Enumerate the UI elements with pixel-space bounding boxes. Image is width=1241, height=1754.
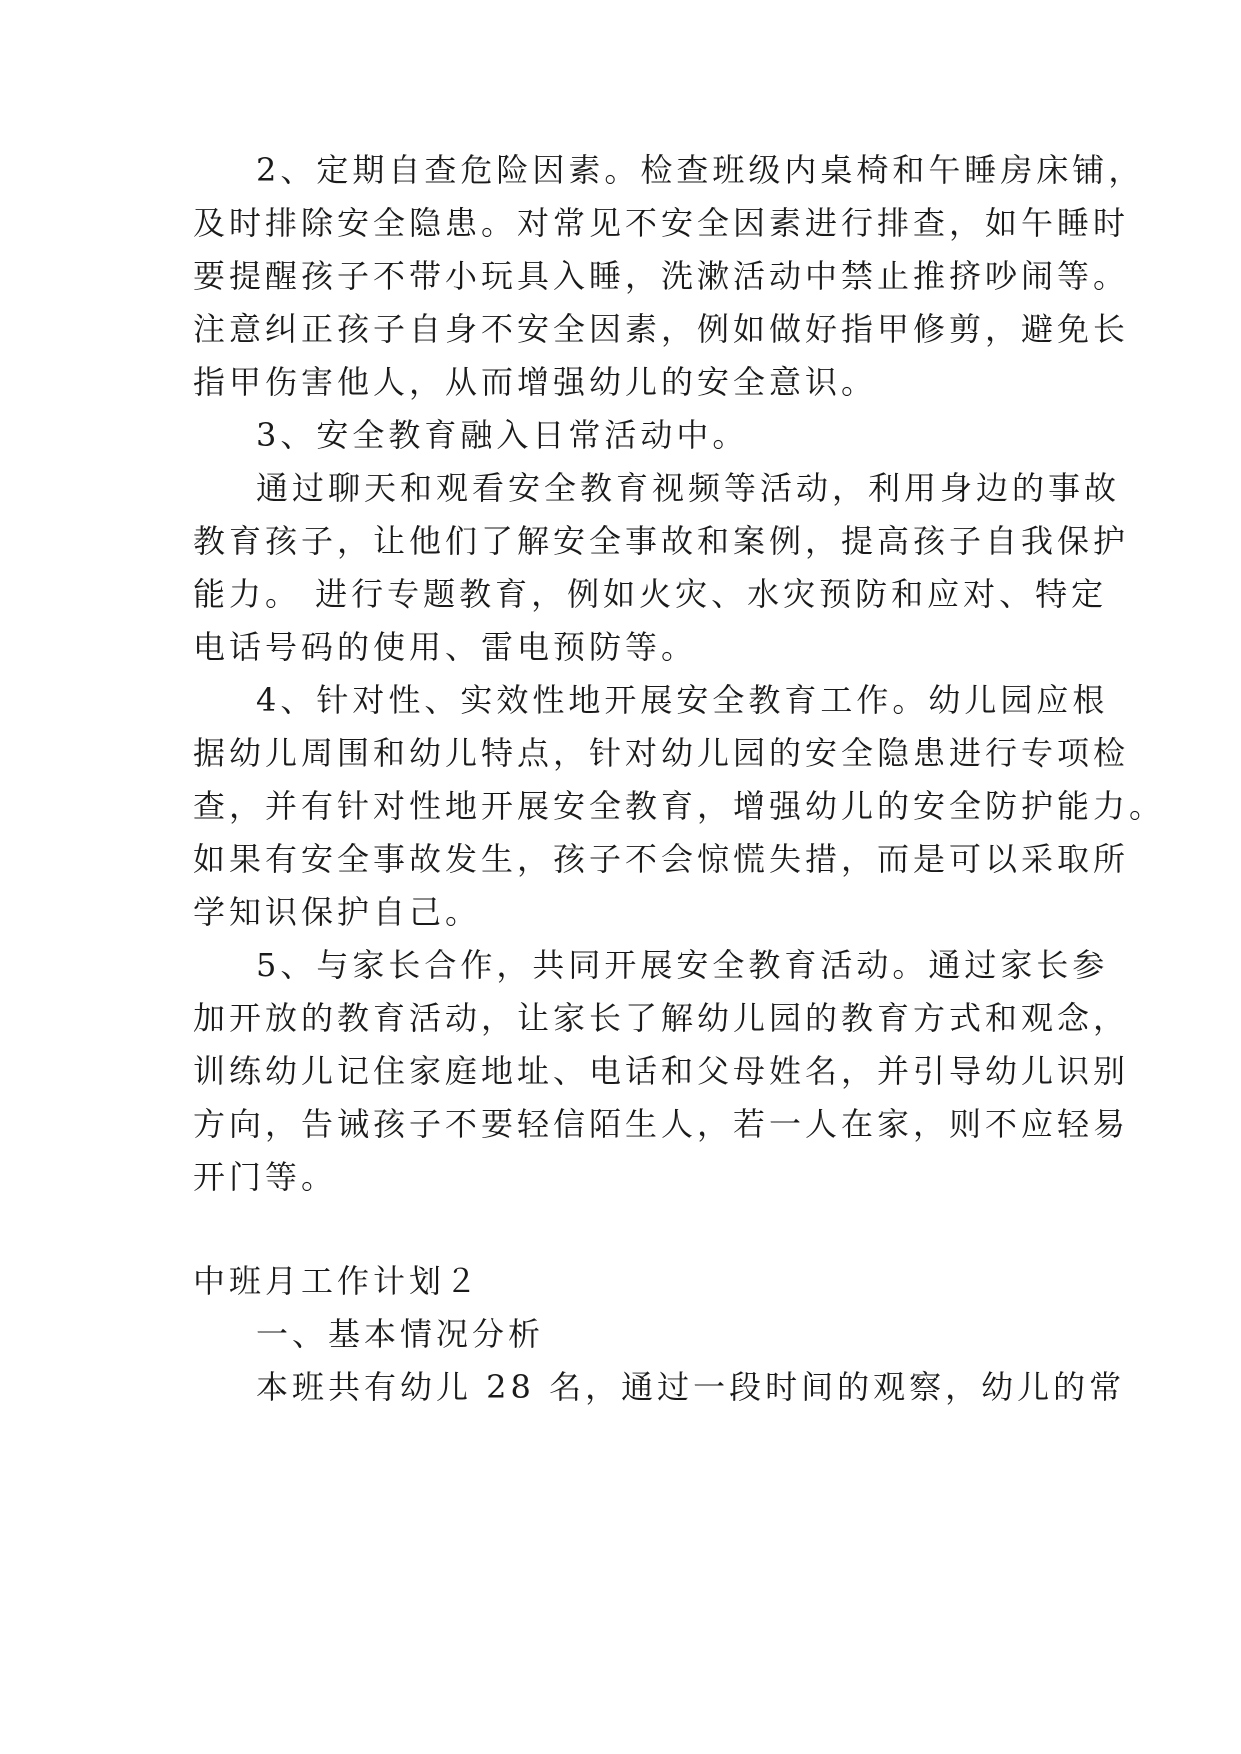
- paragraph-line: 2、定期自查危险因素。检查班级内桌椅和午睡房床铺，: [256, 151, 1145, 189]
- paragraph-line: 开门等。: [193, 1158, 338, 1196]
- paragraph-line: 要提醒孩子不带小玩具入睡，洗漱活动中禁止推挤吵闹等。: [193, 257, 1130, 295]
- paragraph-line: 本班共有幼儿 28 名，通过一段时间的观察，幼儿的常: [256, 1368, 1126, 1406]
- paragraph-line: 如果有安全事故发生，孩子不会惊慌失措，而是可以采取所: [193, 840, 1130, 878]
- paragraph-line: 学知识保护自己。: [193, 893, 482, 931]
- paragraph-line: 5、与家长合作，共同开展安全教育活动。通过家长参: [256, 946, 1109, 984]
- item-heading: 3、安全教育融入日常活动中。: [256, 416, 749, 454]
- paragraph-line: 方向，告诫孩子不要轻信陌生人，若一人在家，则不应轻易: [193, 1105, 1130, 1143]
- paragraph-line: 电话号码的使用、雷电预防等。: [193, 628, 698, 666]
- paragraph-line: 训练幼儿记住家庭地址、电话和父母姓名，并引导幼儿识别: [193, 1052, 1130, 1090]
- paragraph-line: 查，并有针对性地开展安全教育，增强幼儿的安全防护能力。: [193, 787, 1166, 825]
- paragraph-line: 据幼儿周围和幼儿特点，针对幼儿园的安全隐患进行专项检: [193, 734, 1130, 772]
- paragraph-line: 4、针对性、实效性地开展安全教育工作。幼儿园应根: [256, 681, 1109, 719]
- section-subheading: 一、基本情况分析: [256, 1315, 545, 1353]
- paragraph-line: 指甲伤害他人，从而增强幼儿的安全意识。: [193, 363, 878, 401]
- section-title: 中班月工作计划２: [193, 1262, 482, 1300]
- paragraph-line: 注意纠正孩子自身不安全因素，例如做好指甲修剪，避免长: [193, 310, 1130, 348]
- paragraph-line: 教育孩子，让他们了解安全事故和案例，提高孩子自我保护: [193, 522, 1130, 560]
- paragraph-line: 通过聊天和观看安全教育视频等活动，利用身边的事故: [256, 469, 1121, 507]
- paragraph-line: 及时排除安全隐患。对常见不安全因素进行排查，如午睡时: [193, 204, 1130, 242]
- paragraph-line: 加开放的教育活动，让家长了解幼儿园的教育方式和观念，: [193, 999, 1130, 1037]
- paragraph-line: 能力。 进行专题教育，例如火灾、水灾预防和应对、特定: [193, 575, 1108, 613]
